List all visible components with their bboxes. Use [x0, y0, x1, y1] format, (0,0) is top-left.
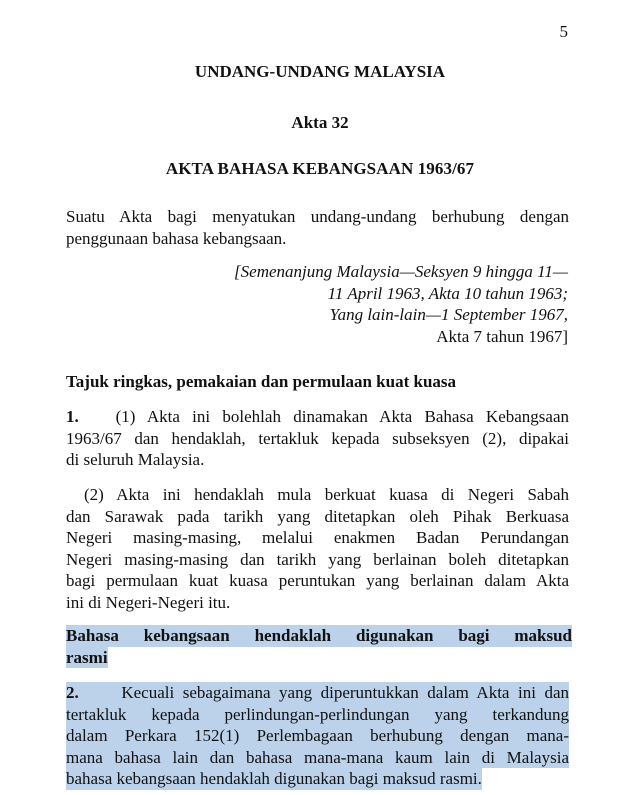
section2-number: 2. — [66, 683, 79, 702]
section1-line: (2) Akta ini hendaklah mula berkuat kuasa di Negeri Sabah — [84, 485, 569, 504]
section2-line — [66, 682, 569, 704]
act-number: Akta 32 — [291, 113, 349, 132]
section1-number: 1. — [66, 407, 79, 426]
commencement-note — [234, 261, 568, 347]
section2-heading-line: Bahasa kebangsaan hendaklah digunakan bagi maksud — [66, 626, 572, 645]
act-name: AKTA BAHASA KEBANGSAAN 1963/67 — [165, 159, 475, 178]
section1-subsection2 — [66, 484, 569, 613]
section1-line: dan Sarawak pada tarikh yang ditetapkan oleh Pihak Berkuasa — [66, 506, 569, 526]
section2-text: Kecuali sebagaimana yang diperuntukkan dalam Akta ini dan — [121, 683, 569, 702]
page-number: 5 — [559, 22, 568, 41]
section2-line: mana bahasa lain dan bahasa mana-mana kaum lain di Malaysia — [66, 747, 569, 767]
section2-line: dalam Perkara 152(1) Perlembagaan berhubung dengan mana- — [66, 726, 569, 745]
section1-heading: Tajuk ringkas, pemakaian dan permulaan kuat kuasa — [66, 372, 457, 391]
section2-line: bahasa kebangsaan hendaklah digunakan bagi maksud rasmi. — [66, 769, 482, 788]
section1-subsection1 — [66, 406, 569, 471]
law-title: UNDANG-UNDANG MALAYSIA — [194, 62, 446, 81]
section1-line: 1963/67 dan hendaklah, tertakluk kepada subseksyen (2), dipakai — [66, 428, 569, 448]
commencement-line: [Semenanjung Malaysia—Seksyen 9 hingga 11— — [234, 262, 568, 281]
section1-line: bagi permulaan kuat kuasa peruntukan yang berlainan dalam Akta — [66, 571, 569, 590]
section1-line: ini di Negeri-Negeri itu. — [66, 592, 231, 612]
long-title-line: Suatu Akta bagi menyatukan undang-undang berhubung dengan — [66, 207, 569, 226]
section1-line: Negeri masing-masing, melalui enakmen Badan Perundangan — [66, 528, 569, 547]
commencement-line: 11 April 1963, Akta 10 tahun 1963; — [327, 283, 568, 303]
commencement-line: Akta 7 tahun 1967] — [436, 326, 568, 346]
long-title-line: penggunaan bahasa kebangsaan. — [66, 228, 287, 248]
long-title — [66, 206, 569, 249]
section2-heading — [66, 625, 572, 668]
section2-line: tertakluk kepada perlindungan-perlindungan yang terkandung — [66, 704, 569, 724]
section2-body — [66, 682, 569, 790]
section1-line: di seluruh Malaysia. — [66, 450, 205, 469]
section1-line — [66, 406, 569, 428]
section1-text: (1) Akta ini bolehlah dinamakan Akta Bahasa Kebangsaan — [115, 407, 569, 426]
section2-heading-line: rasmi — [66, 647, 108, 667]
commencement-line: Yang lain-lain—1 September 1967, — [329, 305, 568, 324]
section1-line: Negeri masing-masing dan tarikh yang berlainan boleh ditetapkan — [66, 549, 569, 569]
